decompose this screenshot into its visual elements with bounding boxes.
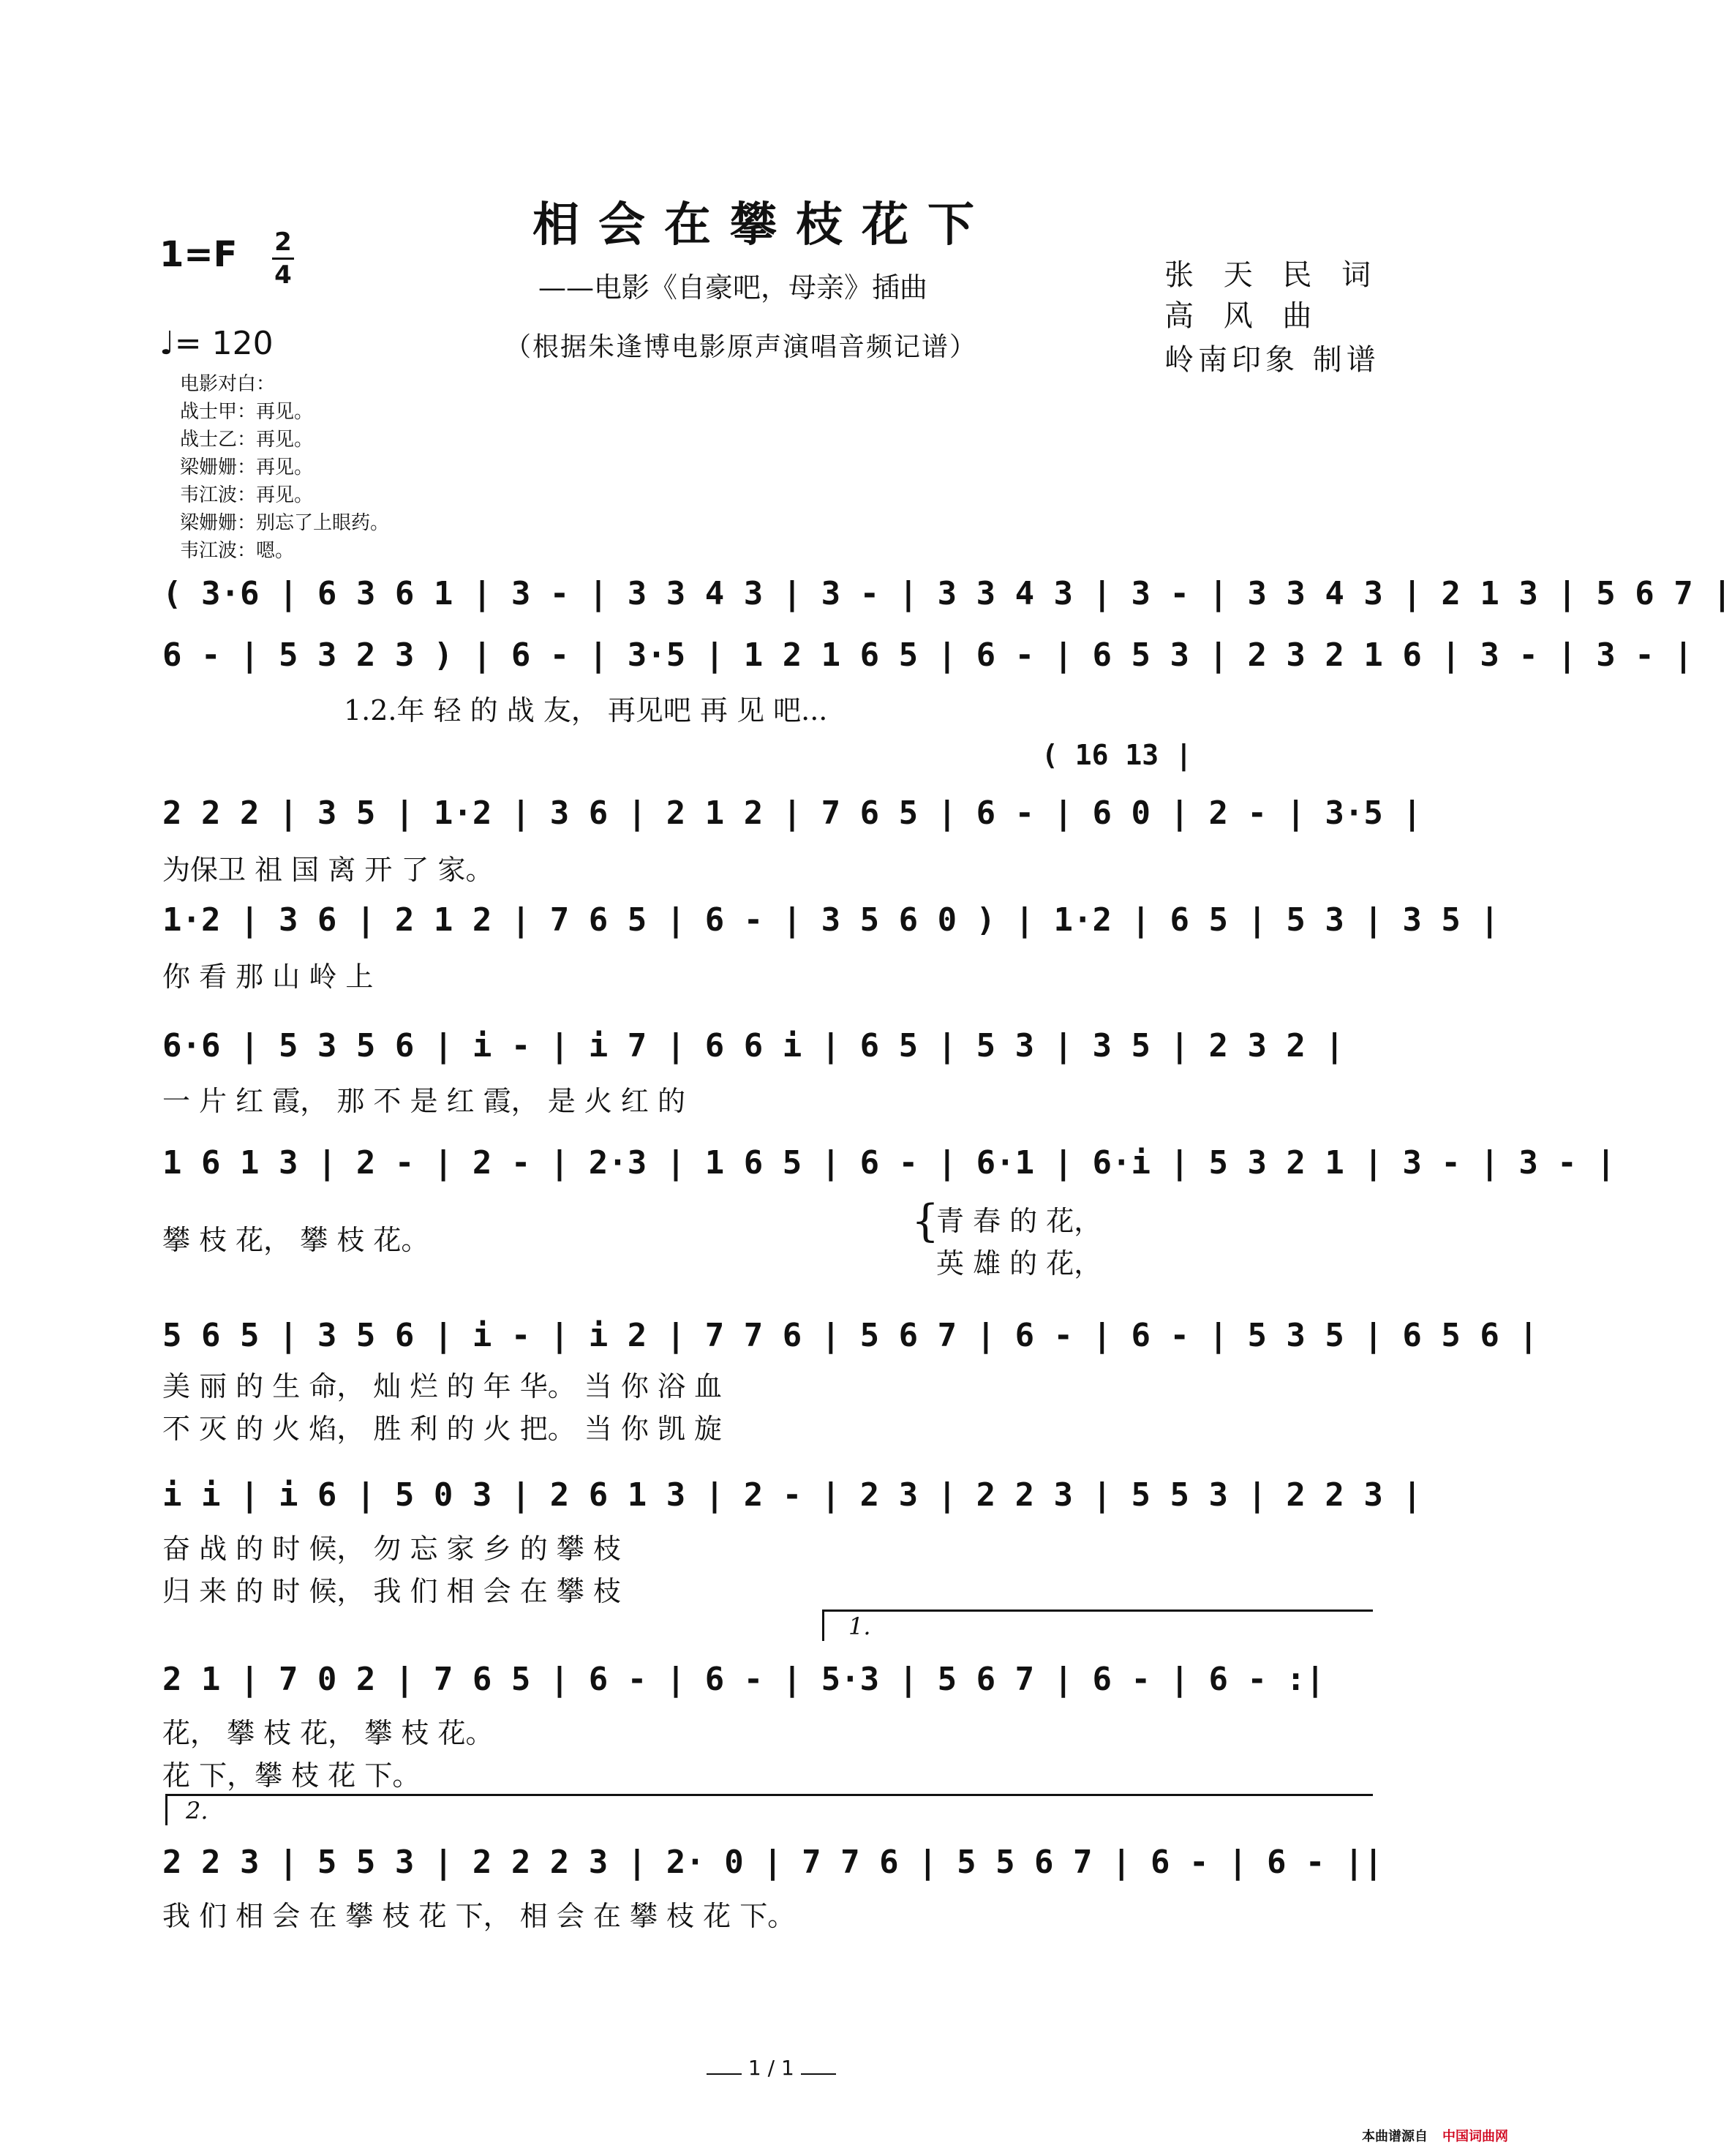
time-signature-bottom: 4: [274, 260, 292, 290]
dialogue-line: 梁姗姗：再见。: [180, 457, 314, 478]
left-watermark-strip: [0, 0, 10, 2156]
lyric-line-verse2: 英 雄 的 花，: [936, 1247, 1102, 1280]
volta-label: 1.: [848, 1612, 871, 1640]
subtitle: ——电影《自豪吧，母亲》插曲: [538, 271, 928, 304]
lyric-line: 为保卫 祖 国 离 开 了 家。: [162, 854, 494, 886]
lyric-line-verse1: 奋 战 的 时 候， 勿 忘 家 乡 的 攀 枝: [162, 1533, 621, 1565]
time-signature: [272, 230, 294, 288]
dialogue-heading: 电影对白：: [180, 373, 276, 395]
key-signature: 1=F: [159, 234, 238, 275]
page-number-text: 1 / 1: [748, 2056, 794, 2080]
lyric-line-verse1: 青 春 的 花，: [936, 1205, 1102, 1237]
lyric-line-verse2: 归 来 的 时 候， 我 们 相 会 在 攀 枝: [162, 1575, 621, 1607]
lyric-line-verse2: 不 灭 的 火 焰， 胜 利 的 火 把。 当 你 凯 旋: [162, 1413, 723, 1445]
introduction-aside: ( 16 13 |: [1042, 739, 1192, 771]
volta-bracket-second: [165, 1794, 1373, 1825]
dialogue-line: 梁姗姗：别忘了上眼药。: [180, 512, 390, 534]
dialogue-block: [180, 370, 389, 565]
dialogue-line: 战士乙：再见。: [180, 429, 314, 451]
brace-icon: {: [911, 1195, 940, 1247]
notation-system: 5 6 5 | 3 5 6 | i - | i 2 | 7 7 6 | 5 6 7 | 6 - | 6 - | 5 3 5 | 6 5 6 |: [162, 1317, 1538, 1354]
page-number: [707, 2056, 836, 2080]
notation-system: 2 2 3 | 5 5 3 | 2 2 2 3 | 2· 0 | 7 7 6 | 5 5 6 7 | 6 - | 6 - ||: [162, 1844, 1383, 1881]
song-title: 相会在攀枝花下: [532, 198, 993, 252]
dialogue-line: 韦江波：嗯。: [180, 540, 295, 562]
notation-system: 2 1 | 7 0 2 | 7 6 5 | 6 - | 6 - | 5·3 | 5 6 7 | 6 - | 6 - :|: [162, 1661, 1325, 1698]
notation-system: 2 2 2 | 3 5 | 1·2 | 3 6 | 2 1 2 | 7 6 5 | 6 - | 6 0 | 2 - | 3·5 |: [162, 795, 1422, 832]
notation-system: i i | i 6 | 5 0 3 | 2 6 1 3 | 2 - | 2 3 | 2 2 3 | 5 5 3 | 2 2 3 |: [162, 1476, 1422, 1514]
notation-system: ( 3·6 | 6 3 6 1 | 3 - | 3 3 4 3 | 3 - | 3 3 4 3 | 3 - | 3 3 4 3 | 2 1 3 | 5 6 7 |: [162, 575, 1732, 612]
lyric-line-verse1: 花， 攀 枝 花， 攀 枝 花。: [162, 1717, 494, 1749]
notation-system: 6 - | 5 3 2 3 ) | 6 - | 3·5 | 1 2 1 6 5 | 6 - | 6 5 3 | 2 3 2 1 6 | 3 - | 3 - |: [162, 636, 1693, 674]
right-watermark-strip: [1524, 0, 1535, 2156]
footer-source-label: 本曲谱源自: [1362, 2129, 1428, 2144]
arranger-credit: 岭南印象 制谱: [1164, 343, 1380, 377]
lyric-line: 1.2.年 轻 的 战 友， 再见吧 再 见 吧...: [344, 694, 828, 726]
composer-credit: 高 风 曲: [1164, 299, 1322, 333]
notation-system: 6·6 | 5 3 5 6 | i - | i 7 | 6 6 i | 6 5 | 5 3 | 3 5 | 2 3 2 |: [162, 1027, 1344, 1064]
notation-system: 1·2 | 3 6 | 2 1 2 | 7 6 5 | 6 - | 3 5 6 0 ) | 1·2 | 6 5 | 5 3 | 3 5 |: [162, 901, 1499, 939]
notation-system: 1 6 1 3 | 2 - | 2 - | 2·3 | 1 6 5 | 6 - | 6·1 | 6·i | 5 3 2 1 | 3 - | 3 - |: [162, 1144, 1616, 1182]
footer-site-link[interactable]: 中国词曲网: [1442, 2129, 1508, 2144]
lyric-line: 我 们 相 会 在 攀 枝 花 下， 相 会 在 攀 枝 花 下。: [162, 1900, 796, 1932]
transcription-note: （根据朱逢博电影原声演唱音频记谱）: [505, 332, 978, 362]
dialogue-line: 战士甲：再见。: [180, 401, 314, 423]
dialogue-line: 韦江波：再见。: [180, 484, 314, 506]
lyricist-credit: 张 天 民 词: [1164, 258, 1382, 292]
tempo-marking: ♩= 120: [159, 325, 274, 362]
volta-label: 2.: [186, 1797, 208, 1825]
time-signature-top: 2: [274, 228, 292, 257]
volta-bracket-first: [822, 1610, 1373, 1641]
lyric-line-verse2: 花 下，攀 枝 花 下。: [162, 1759, 421, 1792]
lyric-line: 你 看 那 山 岭 上: [162, 961, 374, 993]
lyric-line: 攀 枝 花， 攀 枝 花。: [162, 1224, 429, 1256]
lyric-line: 一 片 红 霞， 那 不 是 红 霞， 是 火 红 的: [162, 1085, 685, 1117]
lyric-line-verse1: 美 丽 的 生 命， 灿 烂 的 年 华。 当 你 浴 血: [162, 1370, 723, 1402]
